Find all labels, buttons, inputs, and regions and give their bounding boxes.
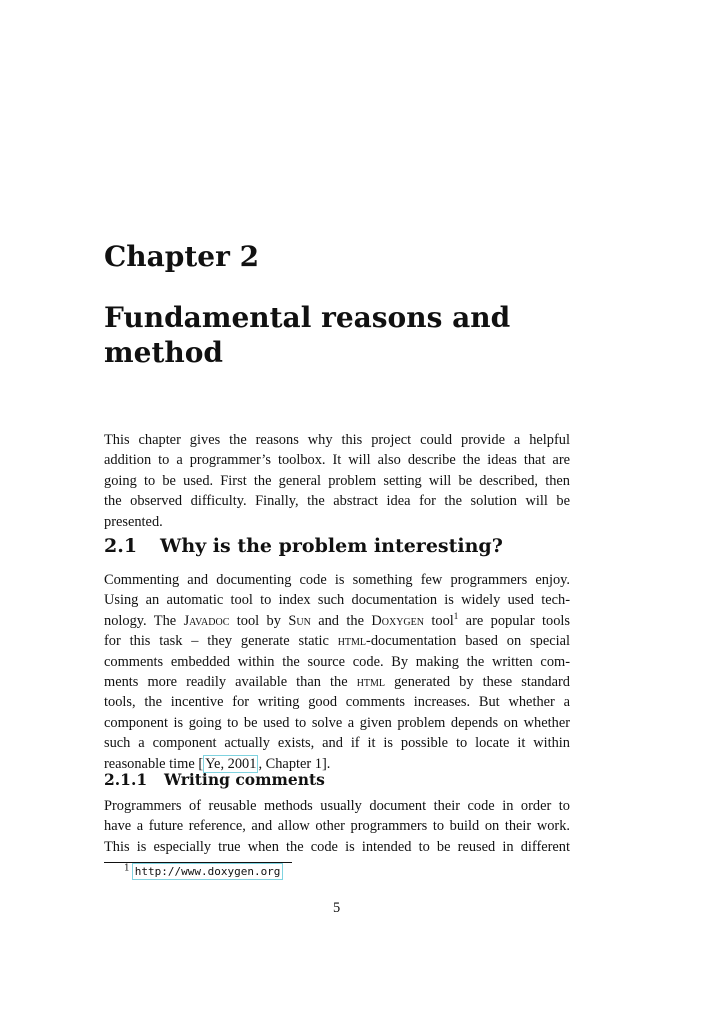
subsection-heading — [104, 770, 325, 789]
footnote-url-link[interactable]: http://www.doxygen.org — [132, 863, 284, 880]
section-paragraph — [104, 570, 570, 774]
intro-paragraph — [104, 430, 570, 532]
text-run: and the — [310, 612, 372, 629]
text-line: This is especially true when the code is intended to be reused in different — [104, 838, 570, 855]
html-term: html — [356, 674, 386, 691]
subsection-number: 2.1.1 — [104, 770, 148, 789]
footnote-mark: 1 — [124, 863, 130, 874]
sun-term: Sun — [288, 612, 311, 629]
text-line: such a component actually exists, and if it is possible to locate it within — [104, 735, 570, 752]
text-run: , Chapter 1]. — [258, 755, 331, 772]
footnote — [124, 865, 283, 878]
subsection-paragraph — [104, 796, 570, 857]
text-line — [104, 631, 570, 651]
text-run: are popular tools — [458, 612, 570, 629]
chapter-title-line: method — [104, 336, 223, 369]
section-number: 2.1 — [104, 535, 138, 557]
text-run: generated by these standard — [385, 674, 570, 691]
text-line: component is going to be used to solve a given problem depends on whether — [104, 714, 570, 731]
text-run: [ — [198, 755, 204, 772]
text-line: going to be used. First the general problem setting will be described, then — [104, 472, 570, 489]
text-line: This chapter gives the reasons why this project could provide a helpful — [104, 432, 570, 448]
section-title: Why is the problem interesting? — [160, 535, 503, 557]
text-line: presented. — [104, 513, 163, 530]
text-line: the observed difficulty. Finally, the abstract idea for the solution will be — [104, 493, 570, 510]
text-line: tools, the incentive for writing good comments increases. But whether a — [104, 694, 570, 711]
text-line: have a future reference, and allow other programmers to build on their work. — [104, 818, 570, 835]
javadoc-term: Javadoc — [183, 612, 230, 629]
doxygen-term: Doxygen — [371, 612, 424, 629]
text-line: Programmers of reusable methods usually document their code in order to — [104, 798, 570, 814]
html-term: html — [337, 633, 367, 650]
text-run: tool — [423, 612, 454, 629]
text-line: addition to a programmer’s toolbox. It will also describe the ideas that are — [104, 452, 570, 469]
footnote-ref[interactable]: 1 — [453, 611, 459, 622]
text-run: nology. The — [104, 612, 184, 629]
text-run: -documentation based on special — [366, 633, 570, 650]
text-run: tool by — [229, 612, 289, 629]
text-line — [104, 672, 570, 692]
text-line — [104, 611, 570, 631]
page-number: 5 — [333, 900, 341, 916]
text-run: reasonable time — [104, 755, 199, 772]
text-line: Commenting and documenting code is something few programmers enjoy. — [104, 572, 570, 588]
text-run: ments more readily available than the — [104, 674, 357, 691]
text-line: Using an automatic tool to index such documentation is widely used tech- — [104, 592, 570, 609]
section-heading — [104, 535, 503, 557]
text-run: for this task – they generate static — [104, 633, 338, 650]
chapter-title — [104, 300, 584, 370]
subsection-title: Writing comments — [164, 770, 325, 789]
chapter-label: Chapter 2 — [104, 240, 260, 273]
chapter-title-line: Fundamental reasons and — [104, 301, 511, 334]
text-line: comments embedded within the source code. By making the written com- — [104, 653, 570, 670]
citation-link[interactable]: Ye, 2001 — [205, 755, 257, 772]
